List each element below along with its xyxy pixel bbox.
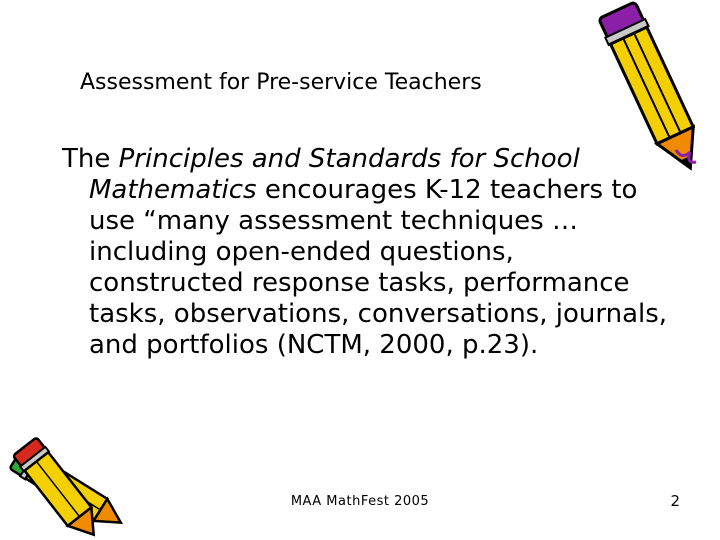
body-paragraph: [62, 144, 672, 361]
pencil-icon: [588, 0, 720, 180]
body-text-part1: The: [62, 144, 119, 174]
body-text: [62, 144, 672, 361]
body-text-part2: encourages K-12 teachers to use “many assessment techniques … including open-ended questions, constructed response tasks, performance tasks, observations, conversations, journals, and portfolios (NCTM, 2000, p.23).: [89, 175, 668, 360]
slide-title: Assessment for Pre-service Teachers: [80, 70, 482, 95]
page-number: 2: [670, 492, 680, 510]
footer-text: MAA MathFest 2005: [290, 494, 430, 509]
standards-title: Principles and Standards for School Mathematics: [89, 144, 580, 205]
pencils-icon: [0, 430, 140, 540]
